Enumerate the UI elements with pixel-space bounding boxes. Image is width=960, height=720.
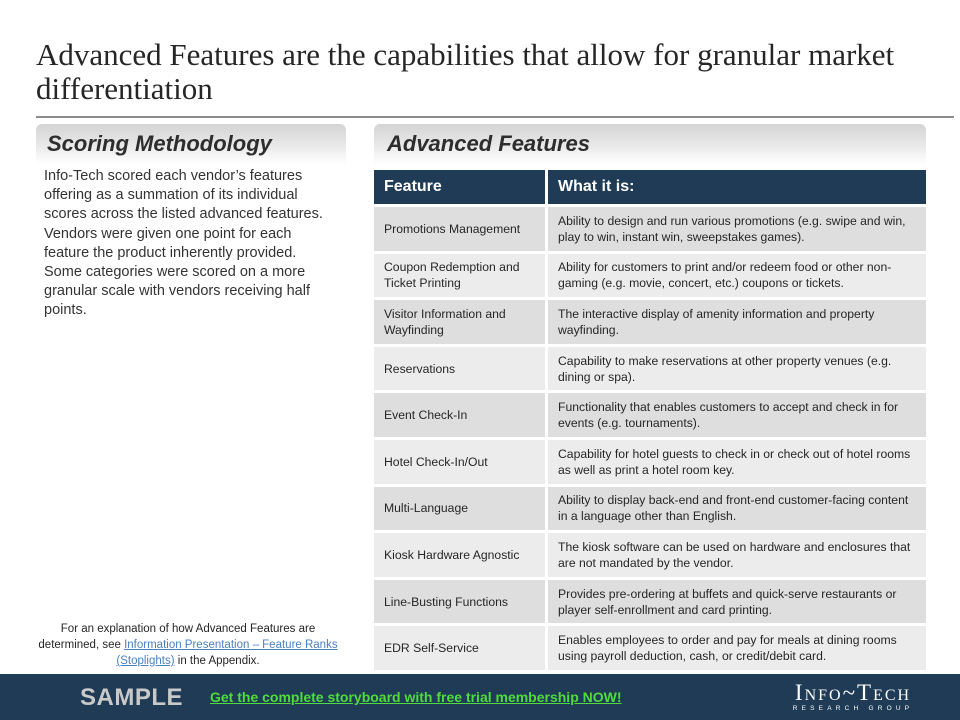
logo-wordmark: Info~Tech	[794, 680, 912, 705]
feature-description: Ability for customers to print and/or redeem food or other non-gaming (e.g. movie, concert, etc.) coupons or tickets.	[548, 254, 926, 301]
feature-description: Ability to display back-end and front-end customer-facing content in a language other than English.	[548, 487, 926, 534]
table-row	[374, 487, 926, 534]
feature-ranks-link[interactable]: Information Presentation – Feature Ranks (Stoplights)	[116, 639, 338, 667]
feature-description: The interactive display of amenity information and property wayfinding.	[548, 300, 926, 347]
feature-name: EDR Self-Service	[374, 626, 548, 673]
footnote-prefix: For an explanation of how Advanced Features are determined, see	[38, 623, 316, 651]
feature-name: Visitor Information and Wayfinding	[374, 300, 548, 347]
title-divider	[36, 116, 954, 118]
table-row	[374, 393, 926, 440]
table-row	[374, 254, 926, 301]
feature-name: Reservations	[374, 347, 548, 394]
sample-label: SAMPLE	[80, 684, 184, 711]
page-title: Advanced Features are the capabilities that allow for granular market differentiation	[36, 37, 895, 106]
feature-description: Provides pre-ordering at buffets and quick-serve restaurants or player self-enrollment and card printing.	[548, 580, 926, 627]
feature-name: Line-Busting Functions	[374, 580, 548, 627]
column-header-description: What it is:	[548, 170, 926, 207]
feature-description: Enables employees to order and pay for meals at dining rooms using payroll deduction, cash, or credit/debit card.	[548, 626, 926, 673]
feature-name: Event Check-In	[374, 393, 548, 440]
table-header-row	[374, 170, 926, 207]
feature-name: Kiosk Hardware Agnostic	[374, 533, 548, 580]
column-header-feature: Feature	[374, 170, 548, 207]
info-tech-logo	[778, 682, 928, 714]
scoring-methodology-text: Info-Tech scored each vendor’s features offering as a summation of its individual scores across the listed advanced features. Vendors were given one point for each feature the product inherently provided. Some categories were scored on a more granular scale with vendors receiving half points.	[44, 168, 323, 319]
feature-description: Capability for hotel guests to check in or check out of hotel rooms as well as print a hotel room key.	[548, 440, 926, 487]
table-row	[374, 347, 926, 394]
feature-name: Hotel Check-In/Out	[374, 440, 548, 487]
footnote-suffix: in the Appendix.	[174, 655, 260, 667]
table-row	[374, 207, 926, 254]
feature-description: Ability to design and run various promotions (e.g. swipe and win, play to win, instant win, sweepstakes games).	[548, 207, 926, 254]
appendix-footnote	[36, 621, 340, 669]
table-row	[374, 440, 926, 487]
advanced-features-header: Advanced Features	[374, 124, 926, 164]
table-row	[374, 580, 926, 627]
feature-description: Capability to make reservations at other property venues (e.g. dining or spa).	[548, 347, 926, 394]
table-row	[374, 626, 926, 673]
feature-name: Promotions Management	[374, 207, 548, 254]
table-row	[374, 300, 926, 347]
feature-description: The kiosk software can be used on hardware and enclosures that are not mandated by the vendor.	[548, 533, 926, 580]
feature-name: Multi-Language	[374, 487, 548, 534]
logo-tagline: RESEARCH GROUP	[792, 705, 914, 712]
free-trial-link[interactable]: Get the complete storyboard with free trial membership NOW!	[210, 689, 622, 705]
feature-description: Functionality that enables customers to accept and check in for events (e.g. tournaments).	[548, 393, 926, 440]
feature-name: Coupon Redemption and Ticket Printing	[374, 254, 548, 301]
advanced-features-table	[374, 170, 926, 673]
scoring-methodology-header: Scoring Methodology	[36, 124, 346, 164]
table-row	[374, 533, 926, 580]
